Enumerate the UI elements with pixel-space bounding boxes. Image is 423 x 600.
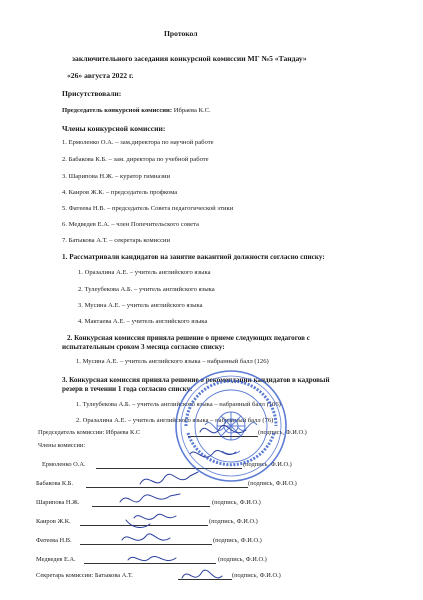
section1-item: 4. Мактаева А.Е. – учитель английского языка [78, 318, 208, 325]
section2-line2: испытательным сроком 3 месяца согласно списку: [62, 343, 225, 351]
signature-hint: (подпись, Ф.И.О.) [232, 572, 281, 579]
section3-line1: 3. Конкурсная комиссия приняла решение о рекомендации кандидатов в кадровый [62, 376, 330, 384]
signature-batykova [182, 570, 222, 578]
secretary-name: Секретарь комиссии: Батыкова А.Т. [36, 572, 133, 579]
chair-signature-label: Председатель комиссии: Ибраева К.С [38, 429, 141, 436]
member-item: 1. Ермоленко О.А. – зам.директора по научной работе [62, 139, 214, 146]
protocol-subtitle: заключительного заседания конкурсной комиссии МГ №5 «Тандау» [72, 54, 307, 63]
signature-chair [200, 425, 246, 433]
signer-name: Каиров Ж.К. [36, 518, 71, 525]
protocol-date: «26» августа 2022 г. [67, 71, 134, 80]
section2-line1: 2. Конкурсная комиссия приняла решение о приеме следующих педагогов с [67, 334, 310, 342]
signer-name: Медведев Е.А. [36, 556, 76, 563]
member-item: 4. Каиров Ж.К. – председатель профкома [62, 189, 178, 196]
signature-hint: (подпись, Ф.И.О.) [212, 499, 261, 506]
chair-name: Ибраева К.С. [172, 107, 211, 114]
signature-kairov-tail [126, 520, 150, 527]
section3-item: 1. Тулеубекова А.Б. – учитель английского языка – набранный балл (106) [76, 401, 281, 408]
member-item: 6. Медведев Е.А. – член Попечительского совета [62, 221, 199, 228]
signer-name: Фатеева Н.В. [36, 537, 72, 544]
member-item: 5. Фатеева Н.В. – председатель Совета педагогической этики [62, 205, 234, 212]
section1-title: 1. Рассматривали кандидатов на занятие вакантной должности согласно списку: [62, 253, 325, 261]
section1-item: 1. Оразалина А.Е. – учитель английского языка [78, 269, 211, 276]
signer-name: Шарипова Н.Ж. [36, 499, 80, 506]
signature-hint: (подпись, Ф.И.О.) [213, 537, 262, 544]
signature-fateeva [122, 534, 170, 540]
signer-name: Ермоленко О.А. [42, 461, 86, 468]
signature-kairov [134, 514, 176, 519]
section2-item: 1. Мусина А.Е. – учитель английского языка – набранный балл (126) [76, 358, 269, 365]
member-item: 2. Бабакова К.Б. – зам. директора по учебной работе [62, 156, 209, 163]
signature-hint: (подпись, Ф.И.О.) [218, 556, 267, 563]
signature-babakova [140, 472, 198, 484]
members-label: Члены конкурсной комиссии: [62, 124, 166, 133]
section3-line2: резерв в течении 1 года согласно списку: [62, 385, 193, 393]
member-item: 3. Шарипова Н.Ж. – куратор гимназии [62, 173, 171, 180]
section1-item: 2. Тулеубекова А.Б. – учитель английского языка [78, 286, 215, 293]
chair-signature-hint: (подпись, Ф.И.О.) [258, 429, 307, 436]
signer-name: Бабакова К.Б. [36, 480, 74, 487]
section3-item: 2. Оразалина А.Е. – учитель английского языка – набранный балл (76) [76, 417, 274, 424]
protocol-title: Протокол [164, 29, 198, 38]
signature-hint: (подпись, Ф.И.О.) [209, 518, 258, 525]
section1-item: 3. Мусина А.Е. – учитель английского языка [78, 302, 203, 309]
commission-label: Члены комиссии: [38, 442, 86, 449]
signature-medvedev [128, 556, 176, 560]
signature-ermolenko [190, 450, 236, 457]
present-label: Присутствовали: [62, 89, 122, 98]
member-item: 7. Батыкова А.Т. – секретарь комиссии [62, 237, 171, 244]
chair-label: Председатель конкурсной комиссии: [62, 107, 173, 114]
signature-hint: (подпись, Ф.И.О.) [243, 461, 292, 468]
signature-hint: (подпись, Ф.И.О.) [248, 480, 297, 487]
signature-sharipova [120, 494, 180, 502]
